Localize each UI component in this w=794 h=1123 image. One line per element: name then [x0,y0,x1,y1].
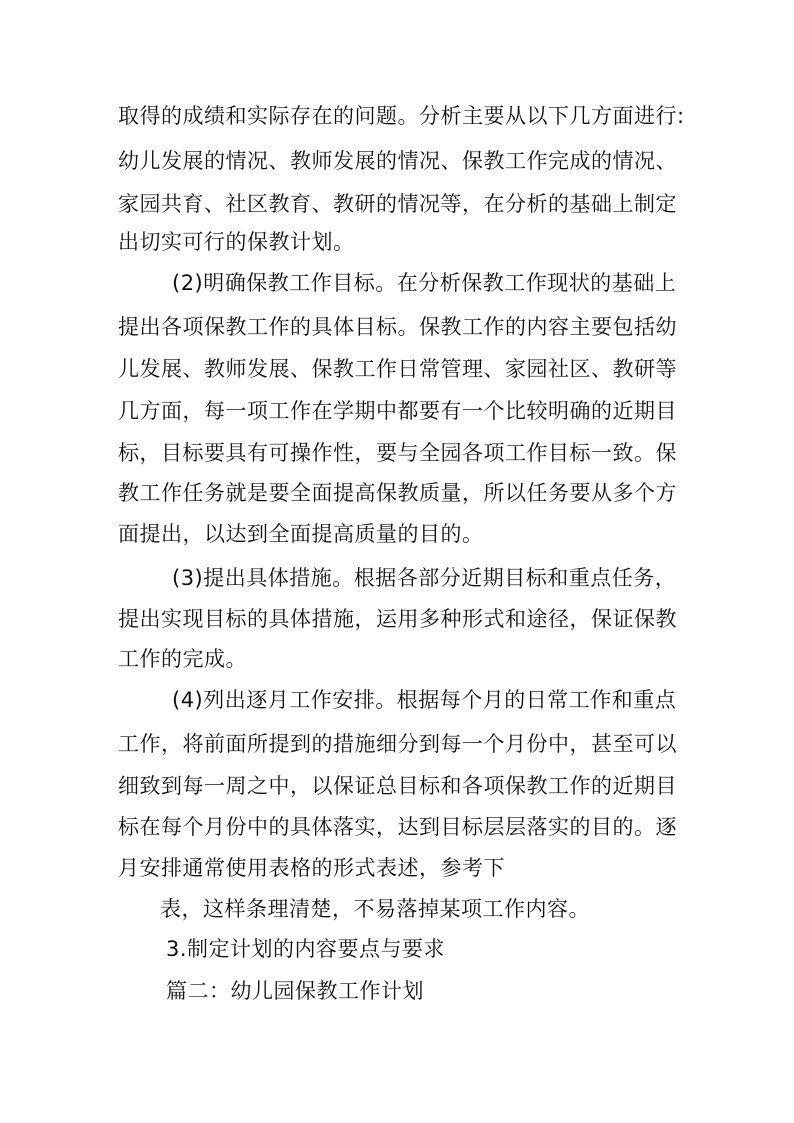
body-text-line: 几方面，每一项工作在学期中都要有一个比较明确的近期目 [118,399,677,423]
paragraph-start-line: (4)列出逐月工作安排。根据每个月的日常工作和重点 [172,688,677,712]
chapter-heading: 篇二：幼儿园保教工作计划 [166,979,424,1003]
paragraph-start-line: (3)提出具体措施。根据各部分近期目标和重点任务， [172,566,677,590]
body-text-line: 标，目标要具有可操作性，要与全园各项工作目标一致。保 [118,441,677,465]
body-text-line: 月安排通常使用表格的形式表述，参考下 [118,856,505,880]
body-text-line: 工作的完成。 [118,647,247,671]
body-text-line: 提出实现目标的具体措施，运用多种形式和途径，保证保教 [118,607,677,631]
body-text-line: 儿发展、教师发展、保教工作日常管理、家园社区、教研等 [118,357,677,381]
body-text-line: 教工作任务就是要全面提高保教质量，所以任务要从多个方 [118,481,677,505]
body-text-line: 表，这样条理清楚，不易落掉某项工作内容。 [160,897,590,921]
body-text-line: 家园共育、社区教育、教研的情况等，在分析的基础上制定 [118,192,677,216]
body-text-line: 面提出，以达到全面提高质量的目的。 [118,522,484,546]
body-text-line: 取得的成绩和实际存在的问题。分析主要从以下几方面进行: [118,104,685,128]
paragraph-start-line: (2)明确保教工作目标。在分析保教工作现状的基础上 [172,271,677,295]
body-text-line: 出切实可行的保教计划。 [118,230,355,254]
body-text-line: 提出各项保教工作的具体目标。保教工作的内容主要包括幼 [118,315,677,339]
body-text-line: 工作，将前面所提到的措施细分到每一个月份中，甚至可以 [118,732,677,756]
section-heading: 3.制定计划的内容要点与要求 [166,937,446,961]
body-text-line: 幼儿发展的情况、教师发展的情况、保教工作完成的情况、 [118,149,677,173]
body-text-line: 细致到每一周之中，以保证总目标和各项保教工作的近期目 [118,774,677,798]
body-text-line: 标在每个月份中的具体落实，达到目标层层落实的目的。逐 [118,815,677,839]
